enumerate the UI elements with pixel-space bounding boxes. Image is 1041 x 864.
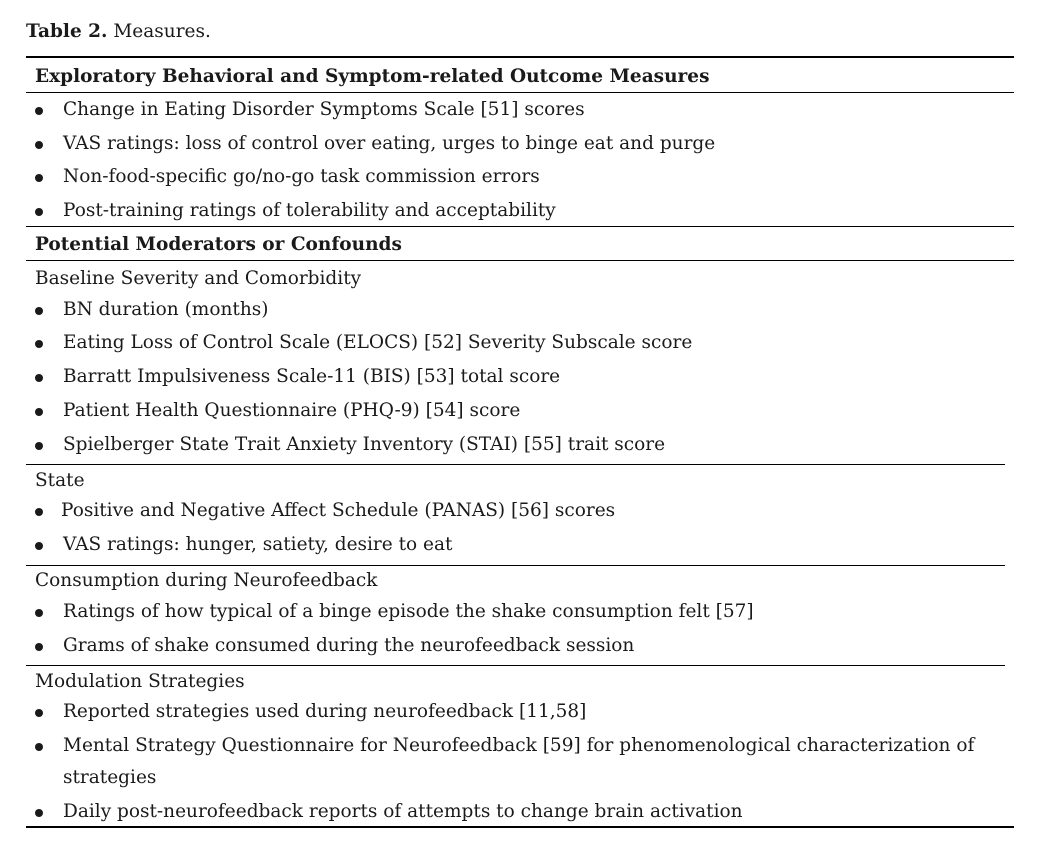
bullet-icon [35,809,43,817]
section-rule [26,92,1014,93]
bullet-icon [35,508,43,516]
bullet-icon [35,709,43,717]
bullet-icon [35,107,43,115]
bullet-icon [35,542,43,550]
bullet-icon [35,208,43,216]
group-title-baseline: Baseline Severity and Comorbidity [35,268,362,289]
caption-label: Table 2. [26,21,108,42]
bullet-icon [35,743,43,751]
group-title-state: State [35,470,85,491]
bullet-icon [35,442,43,450]
group-title-modulation: Modulation Strategies [35,671,245,692]
group-title-consumption: Consumption during Neurofeedback [35,570,378,591]
section-header-outcomes: Exploratory Behavioral and Symptom-related Outcome Measures [35,66,710,87]
bullet-icon [35,643,43,651]
group-rule [26,565,1005,566]
bottom-rule [26,826,1014,828]
bullet-icon [35,141,43,149]
section-header-moderators: Potential Moderators or Confounds [35,234,402,255]
group-rule [26,464,1005,465]
section-rule [26,260,1014,261]
bullet-icon [35,609,43,617]
bullet-icon [35,340,43,348]
bullet-icon [35,374,43,382]
table-caption [26,19,211,45]
bullet-icon [35,408,43,416]
top-rule [26,56,1014,58]
bullet-icon [35,174,43,182]
section-rule [26,226,1014,227]
bullet-icon [35,307,43,315]
caption-text: Measures. [107,21,211,42]
group-rule [26,665,1005,666]
